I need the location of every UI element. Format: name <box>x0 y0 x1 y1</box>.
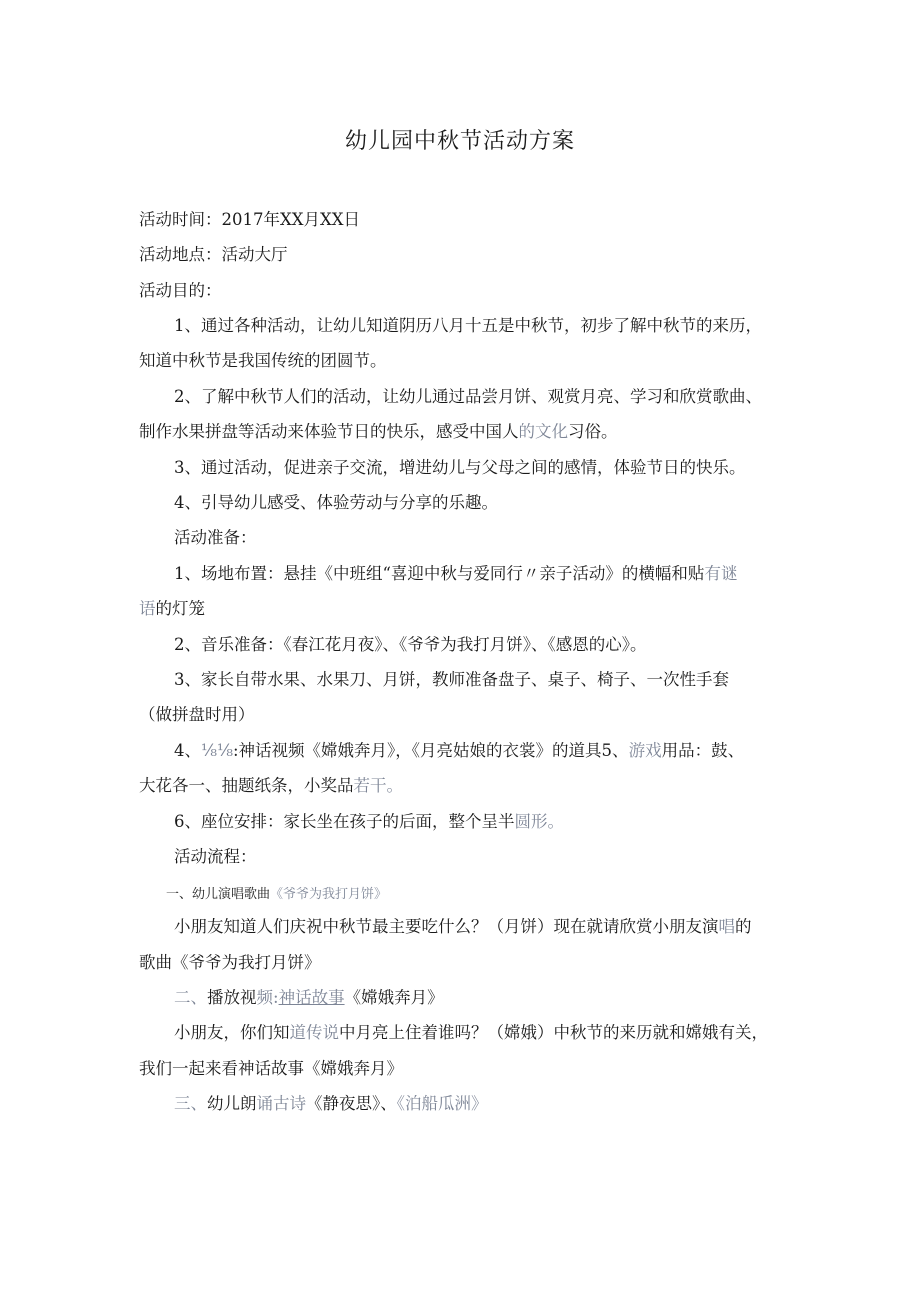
section-3-heading: 三、幼儿朗诵古诗《静夜思》、《泊船瓜洲》 <box>174 1094 488 1113</box>
prep-6: 6、座位安排：家长坐在孩子的后面，整个呈半圆形。 <box>174 812 564 831</box>
activity-time: 活动时间：2017年XX月XX日 <box>139 210 360 229</box>
section-2-heading: 二、播放视频:神话故事《嫦娥奔月》 <box>174 988 444 1007</box>
activity-place: 活动地点：活动大厅 <box>139 245 288 264</box>
prep-3-line-2: （做拼盘时用） <box>139 705 255 724</box>
prep-3-line-1: 3、家长自带水果、水果刀、月饼，教师准备盘子、桌子、椅子、一次性手套 <box>174 670 729 689</box>
prep-2: 2、音乐准备：《春江花月夜》、《爷爷为我打月饼》、《感恩的心》。 <box>174 635 647 654</box>
prep-heading: 活动准备： <box>174 528 257 547</box>
goal-heading: 活动目的： <box>139 281 222 300</box>
section-1-para-line-2: 歌曲《爷爷为我打月饼》 <box>139 953 321 972</box>
goal-2-line-2: 制作水果拼盘等活动来体验节日的快乐，感受中国人的文化习俗。 <box>139 422 618 441</box>
page-title: 幼儿园中秋节活动方案 <box>344 129 575 154</box>
prep-1-line-2: 语的灯笼 <box>139 599 205 618</box>
goal-1-line-2: 知道中秋节是我国传统的团圆节。 <box>139 351 387 370</box>
goal-2-line-1: 2、了解中秋节人们的活动，让幼儿通过品尝月饼、观赏月亮、学习和欣赏歌曲、 <box>174 387 762 406</box>
goal-3: 3、通过活动，促进亲子交流，增进幼儿与父母之间的感情，体验节日的快乐。 <box>174 458 746 477</box>
section-1-heading: 一、幼儿演唱歌曲《爷爷为我打月饼》 <box>166 887 388 902</box>
prep-1-line-1: 1、场地布置：悬挂《中班组“喜迎中秋与爱同行〃亲子活动》的横幅和贴有谜 <box>174 564 738 583</box>
section-2-para-line-2: 我们一起来看神话故事《嫦娥奔月》 <box>139 1059 403 1078</box>
goal-4: 4、引导幼儿感受、体验劳动与分享的乐趣。 <box>174 493 498 512</box>
prep-4-line-2: 大花各一、抽题纸条，小奖品若干。 <box>139 776 403 795</box>
goal-1-line-1: 1、通过各种活动，让幼儿知道阴历八月十五是中秋节，初步了解中秋节的来历， <box>174 316 762 335</box>
prep-4-line-1: 4、⅛⅛:神话视频《嫦娥奔月》，《月亮姑娘的衣裳》的道具5、游戏用品：鼓、 <box>174 741 745 760</box>
flow-heading: 活动流程： <box>174 847 257 866</box>
section-1-para-line-1: 小朋友知道人们庆祝中秋节最主要吃什么？（月饼）现在就请欣赏小朋友演唱的 <box>174 917 752 936</box>
section-2-para-line-1: 小朋友，你们知道传说中月亮上住着谁吗？（嫦娥）中秋节的来历就和嫦娥有关， <box>174 1023 768 1042</box>
